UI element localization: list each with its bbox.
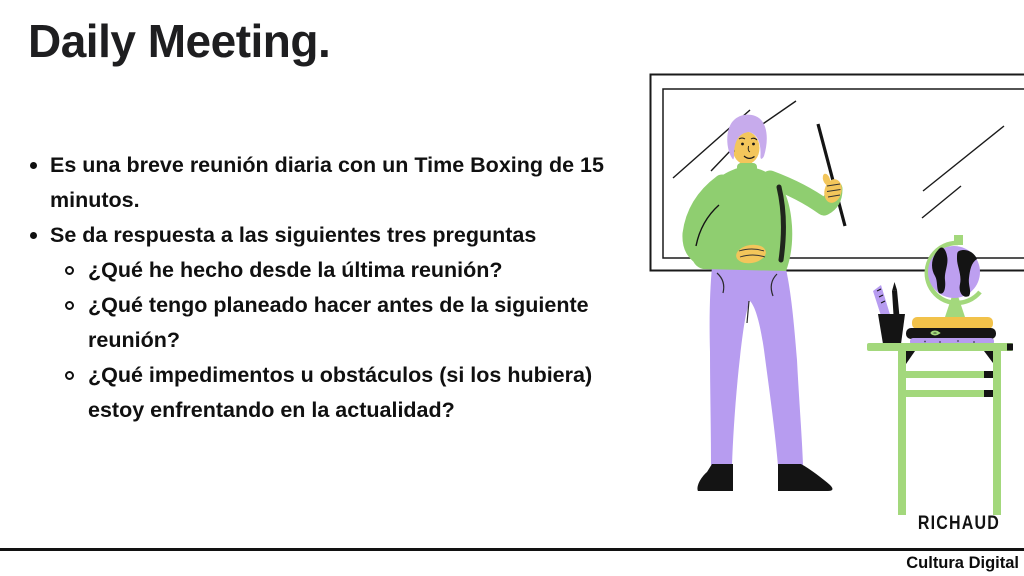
right-shoe	[778, 464, 832, 491]
bullet-list	[30, 148, 670, 428]
teacher-illustration	[640, 60, 1024, 520]
bullet-text: ¿Qué he hecho desde la última reunión?	[88, 258, 503, 282]
bullet-text: Es una breve reunión diaria con un Time Boxing de 15 minutos.	[50, 153, 604, 212]
list-item	[65, 253, 670, 288]
brand-tagline: Cultura Digital	[906, 554, 1019, 572]
list-item	[65, 288, 670, 358]
bullet-icon	[30, 232, 37, 239]
left-shoe	[697, 464, 733, 491]
list-item	[65, 358, 670, 428]
list-item	[30, 218, 670, 253]
pencil-cup-icon	[873, 282, 905, 344]
books-icon	[906, 317, 996, 345]
pants	[710, 267, 803, 466]
desk-icon	[867, 235, 1013, 515]
list-item	[30, 148, 670, 218]
bullet-text: Se da respuesta a las siguientes tres preguntas	[50, 223, 537, 247]
page-title: Daily Meeting.	[28, 15, 331, 67]
bullet-text: ¿Qué tengo planeado hacer antes de la siguiente reunión?	[88, 293, 589, 352]
hollow-bullet-icon	[65, 371, 74, 380]
table-icon	[867, 343, 1013, 515]
bullet-icon	[30, 162, 37, 169]
footer-divider	[0, 548, 1024, 551]
bullet-text: ¿Qué impedimentos u obstáculos (si los hubiera) estoy enfrentando en la actualidad?	[88, 363, 593, 422]
hollow-bullet-icon	[65, 266, 74, 275]
hollow-bullet-icon	[65, 301, 74, 310]
brand-logo: RICHAUD	[917, 513, 1000, 534]
